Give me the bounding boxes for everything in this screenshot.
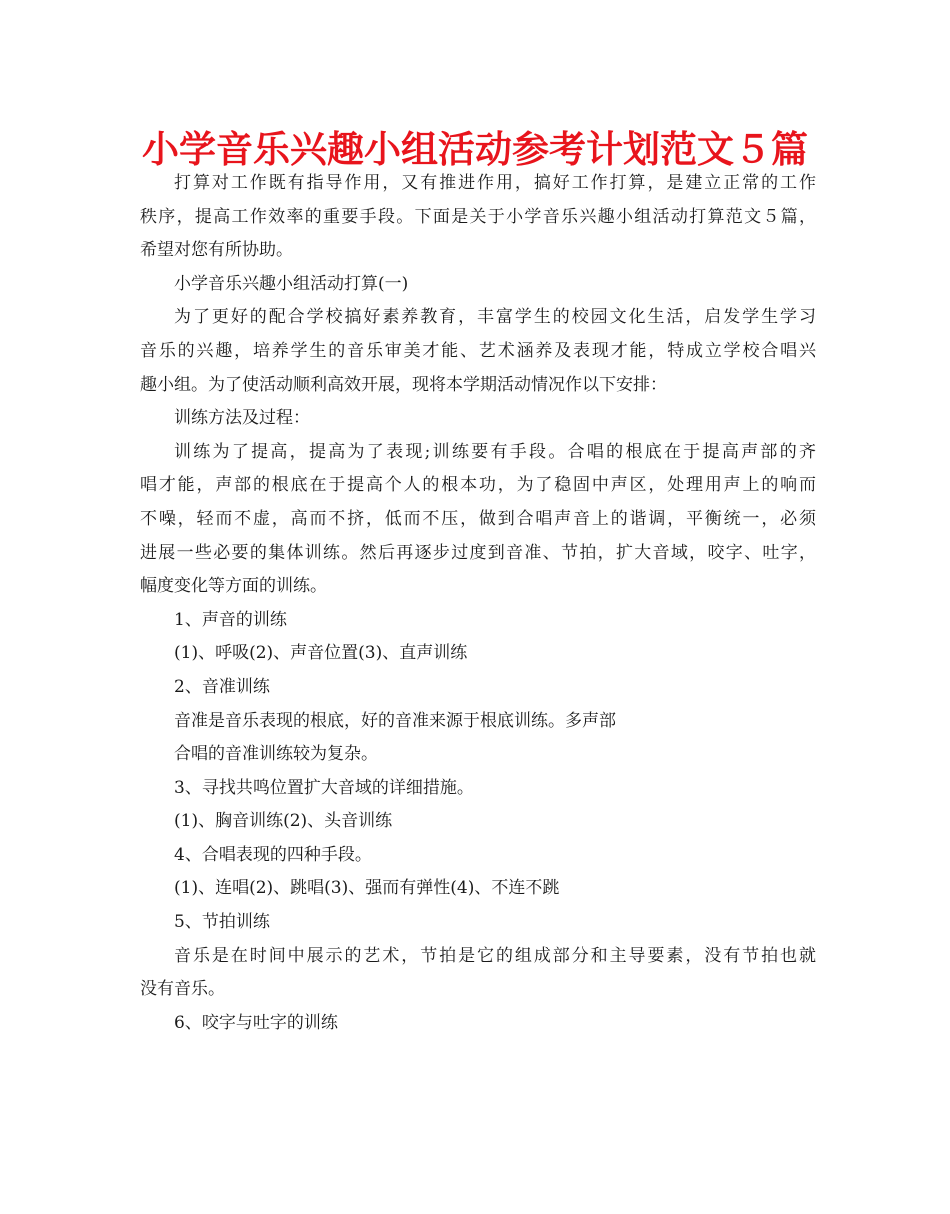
document-body xyxy=(140,167,816,1040)
paragraph-line: 希望对您有所协助。 xyxy=(140,240,293,261)
list-item: 合唱的音准训练较为复杂。 xyxy=(174,744,378,765)
paragraph-line: 不噪，轻而不虚，高而不挤，低而不压，做到合唱声音上的谐调，平衡统一，必须 xyxy=(140,508,816,529)
list-item: 3、寻找共鸣位置扩大音域的详细措施。 xyxy=(174,777,474,798)
section-heading: 小学音乐兴趣小组活动打算(一) xyxy=(174,273,409,294)
paragraph-line: 音乐是在时间中展示的艺术，节拍是它的组成部分和主导要素，没有节拍也就 xyxy=(174,945,816,966)
list-item: 1、声音的训练 xyxy=(174,609,287,630)
paragraph-line: 秩序，提高工作效率的重要手段。下面是关于小学音乐兴趣小组活动打算范文５篇， xyxy=(140,206,816,227)
paragraph-line: 打算对工作既有指导作用，又有推进作用，搞好工作打算，是建立正常的工作 xyxy=(174,173,816,193)
list-item: 6、咬字与吐字的训练 xyxy=(174,1012,338,1033)
paragraph-line: 趣小组。为了使活动顺利高效开展，现将本学期活动情况作以下安排： xyxy=(140,374,667,395)
list-item: (1)、胸音训练(2)、头音训练 xyxy=(174,811,393,832)
list-item: 2、音准训练 xyxy=(174,676,270,697)
list-item: 4、合唱表现的四种手段。 xyxy=(174,844,372,865)
paragraph-line: 没有音乐。 xyxy=(140,979,225,1000)
paragraph-line: 唱才能，声部的根底在于提高个人的根本功，为了稳固中声区，处理用声上的响而 xyxy=(140,475,816,496)
subheading: 训练方法及过程： xyxy=(174,408,310,429)
list-item: (1)、呼吸(2)、声音位置(3)、直声训练 xyxy=(174,643,468,664)
list-item: 5、节拍训练 xyxy=(174,912,270,933)
list-item: (1)、连唱(2)、跳唱(3)、强而有弹性(4)、不连不跳 xyxy=(174,878,560,899)
document-title: 小学音乐兴趣小组活动参考计划范文５篇 xyxy=(142,128,808,171)
paragraph-line: 音乐的兴趣，培养学生的音乐审美才能、艺术涵养及表现才能，特成立学校合唱兴 xyxy=(140,340,816,361)
paragraph-line: 幅度变化等方面的训练。 xyxy=(140,576,327,597)
paragraph-line: 进展一些必要的集体训练。然后再逐步过度到音准、节拍，扩大音域，咬字、吐字， xyxy=(140,542,816,563)
paragraph-line: 训练为了提高，提高为了表现;训练要有手段。合唱的根底在于提高声部的齐 xyxy=(174,441,816,462)
list-item: 音准是音乐表现的根底，好的音准来源于根底训练。多声部 xyxy=(174,710,616,731)
paragraph-line: 为了更好的配合学校搞好素养教育，丰富学生的校园文化生活，启发学生学习 xyxy=(174,307,816,328)
